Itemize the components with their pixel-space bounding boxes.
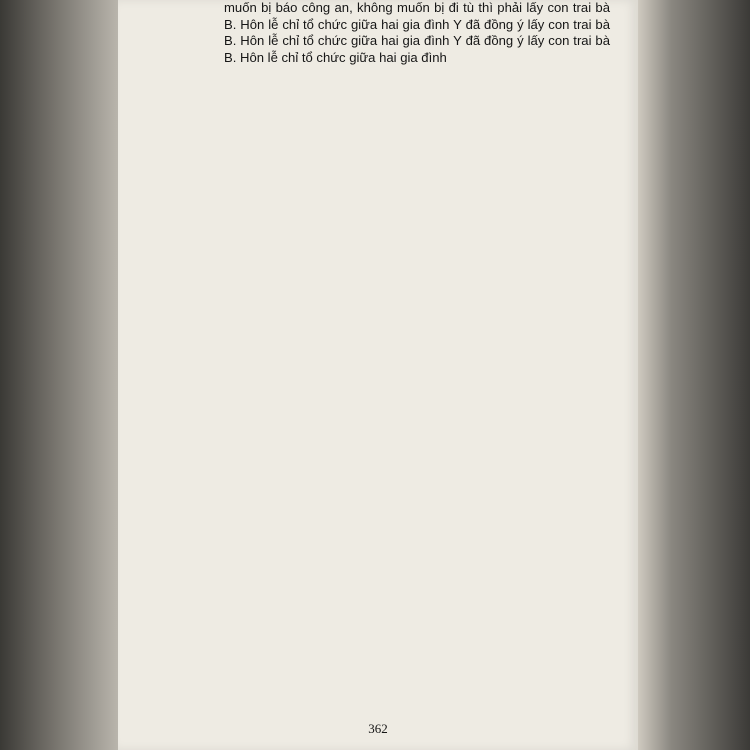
book-edge-left	[0, 0, 118, 750]
document-page	[118, 0, 638, 750]
book-edge-right	[638, 0, 750, 750]
entry-text: muốn bị báo công an, không muốn bị đi tù thì phải lấy con trai bà B. Hôn lễ chỉ tổ chức giữa hai gia đình Y đã đồng ý lấy con trai bà B. Hôn lễ chỉ tổ chức giữa hai gia đình Y đã đồng ý lấy con trai bà B. Hôn lễ chỉ tổ chức giữa hai gia đình	[224, 0, 610, 65]
page-number: 362	[368, 721, 388, 736]
